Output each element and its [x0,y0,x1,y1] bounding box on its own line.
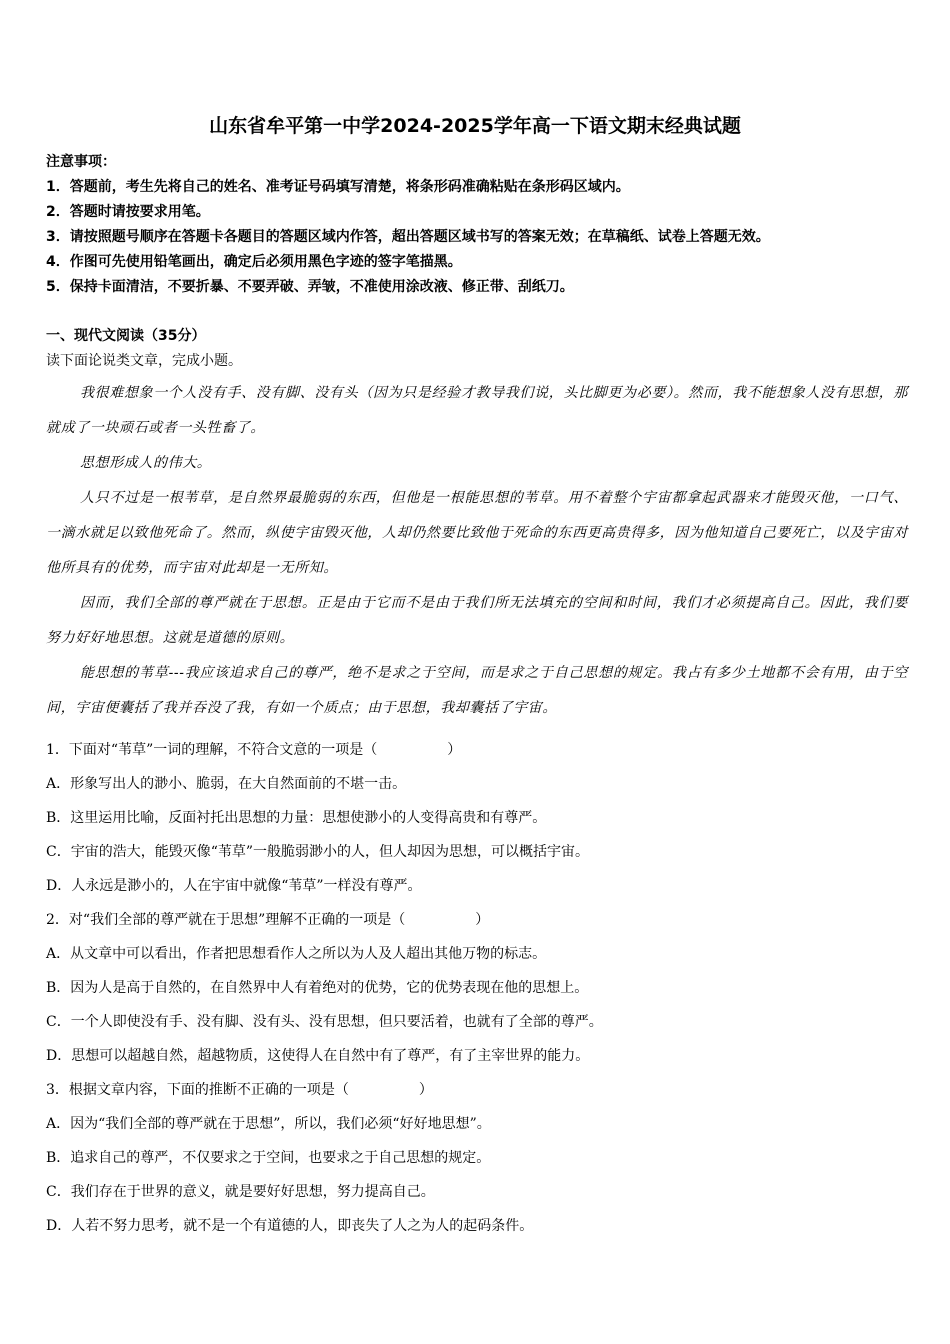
passage-paragraph: 我很难想象一个人没有手、没有脚、没有头（因为只是经验才教导我们说，头比脚更为必要）。然而，我不能想象人没有思想，那就成了一块顽石或者一头牲畜了。 [46,385,908,436]
passage-paragraph: 人只不过是一根苇草，是自然界最脆弱的东西，但他是一根能思想的苇草。用不着整个宇宙都拿起武器来才能毁灭他，一口气、一滴水就足以致他死命了。然而，纵使宇宙毁灭他，人却仍然要比致他于死命的东西更高贵得多，因为他知道自己要死亡，以及宇宙对他所具有的优势，而宇宙对此却是一无所知。 [46,490,908,576]
question-option: D．人永远是渺小的，人在宇宙中就像“苇草”一样没有尊严。 [46,878,422,894]
passage-paragraph: 能思想的苇草---我应该追求自己的尊严，绝不是求之于空间，而是求之于自己思想的规定。我占有多少土地都不会有用，由于空间，宇宙便囊括了我并吞没了我，有如一个质点；由于思想，我却囊括了宇宙。 [46,665,908,716]
notice-item: 2．答题时请按要求用笔。 [46,204,210,220]
notice-heading: 注意事项： [46,154,116,170]
exam-title: 山东省牟平第一中学2024-2025学年高一下语文期末经典试题 [209,115,741,137]
question-option: A．从文章中可以看出，作者把思想看作人之所以为人及人超出其他万物的标志。 [46,946,547,962]
question-option: B．追求自己的尊严，不仅要求之于空间，也要求之于自己思想的规定。 [46,1150,491,1166]
question-option: D．思想可以超越自然，超越物质，这使得人在自然中有了尊严，有了主宰世界的能力。 [46,1048,590,1064]
question-stem: 1．下面对“苇草”一词的理解，不符合文意的一项是（ ） [46,742,462,758]
question-option: D．人若不努力思考，就不是一个有道德的人，即丧失了人之为人的起码条件。 [46,1218,534,1234]
question-option: C．我们存在于世界的意义，就是要好好思想，努力提高自己。 [46,1184,435,1200]
question-option: A．因为“我们全部的尊严就在于思想”，所以，我们必须“好好地思想”。 [46,1116,491,1132]
question-list [46,733,916,1243]
notice-item: 3．请按照题号顺序在答题卡各题目的答题区域内作答，超出答题区域书写的答案无效；在草稿纸、试卷上答题无效。 [46,229,770,245]
section-intro: 读下面论说类文章，完成小题。 [46,353,242,369]
reading-passage [46,376,908,726]
question-stem: 2．对“我们全部的尊严就在于思想”理解不正确的一项是（ ） [46,912,490,928]
passage-paragraph: 思想形成人的伟大。 [80,455,212,471]
question-option: C．一个人即使没有手、没有脚、没有头、没有思想，但只要活着，也就有了全部的尊严。 [46,1014,603,1030]
notice-block [46,150,926,300]
notice-item: 4．作图可先使用铅笔画出，确定后必须用黑色字迹的签字笔描黑。 [46,254,462,270]
question-option: B．因为人是高于自然的，在自然界中人有着绝对的优势，它的优势表现在他的思想上。 [46,980,589,996]
question-option: B．这里运用比喻，反面衬托出思想的力量：思想使渺小的人变得高贵和有尊严。 [46,810,547,826]
passage-paragraph: 因而，我们全部的尊严就在于思想。正是由于它而不是由于我们所无法填充的空间和时间，我们才必须提高自己。因此，我们要努力好好地思想。这就是道德的原则。 [46,595,908,646]
section-reading [46,324,916,374]
notice-item: 1．答题前，考生先将自己的姓名、准考证号码填写清楚，将条形码准确粘贴在条形码区域内。 [46,179,630,195]
question-stem: 3．根据文章内容，下面的推断不正确的一项是（ ） [46,1082,433,1098]
question-option: C．宇宙的浩大，能毁灭像“苇草”一般脆弱渺小的人，但人却因为思想，可以概括宇宙。 [46,844,590,860]
question-option: A．形象写出人的渺小、脆弱，在大自然面前的不堪一击。 [46,776,407,792]
notice-item: 5．保持卡面清洁，不要折暴、不要弄破、弄皱，不准使用涂改液、修正带、刮纸刀。 [46,279,574,295]
section-heading: 一、现代文阅读（35分） [46,328,206,344]
